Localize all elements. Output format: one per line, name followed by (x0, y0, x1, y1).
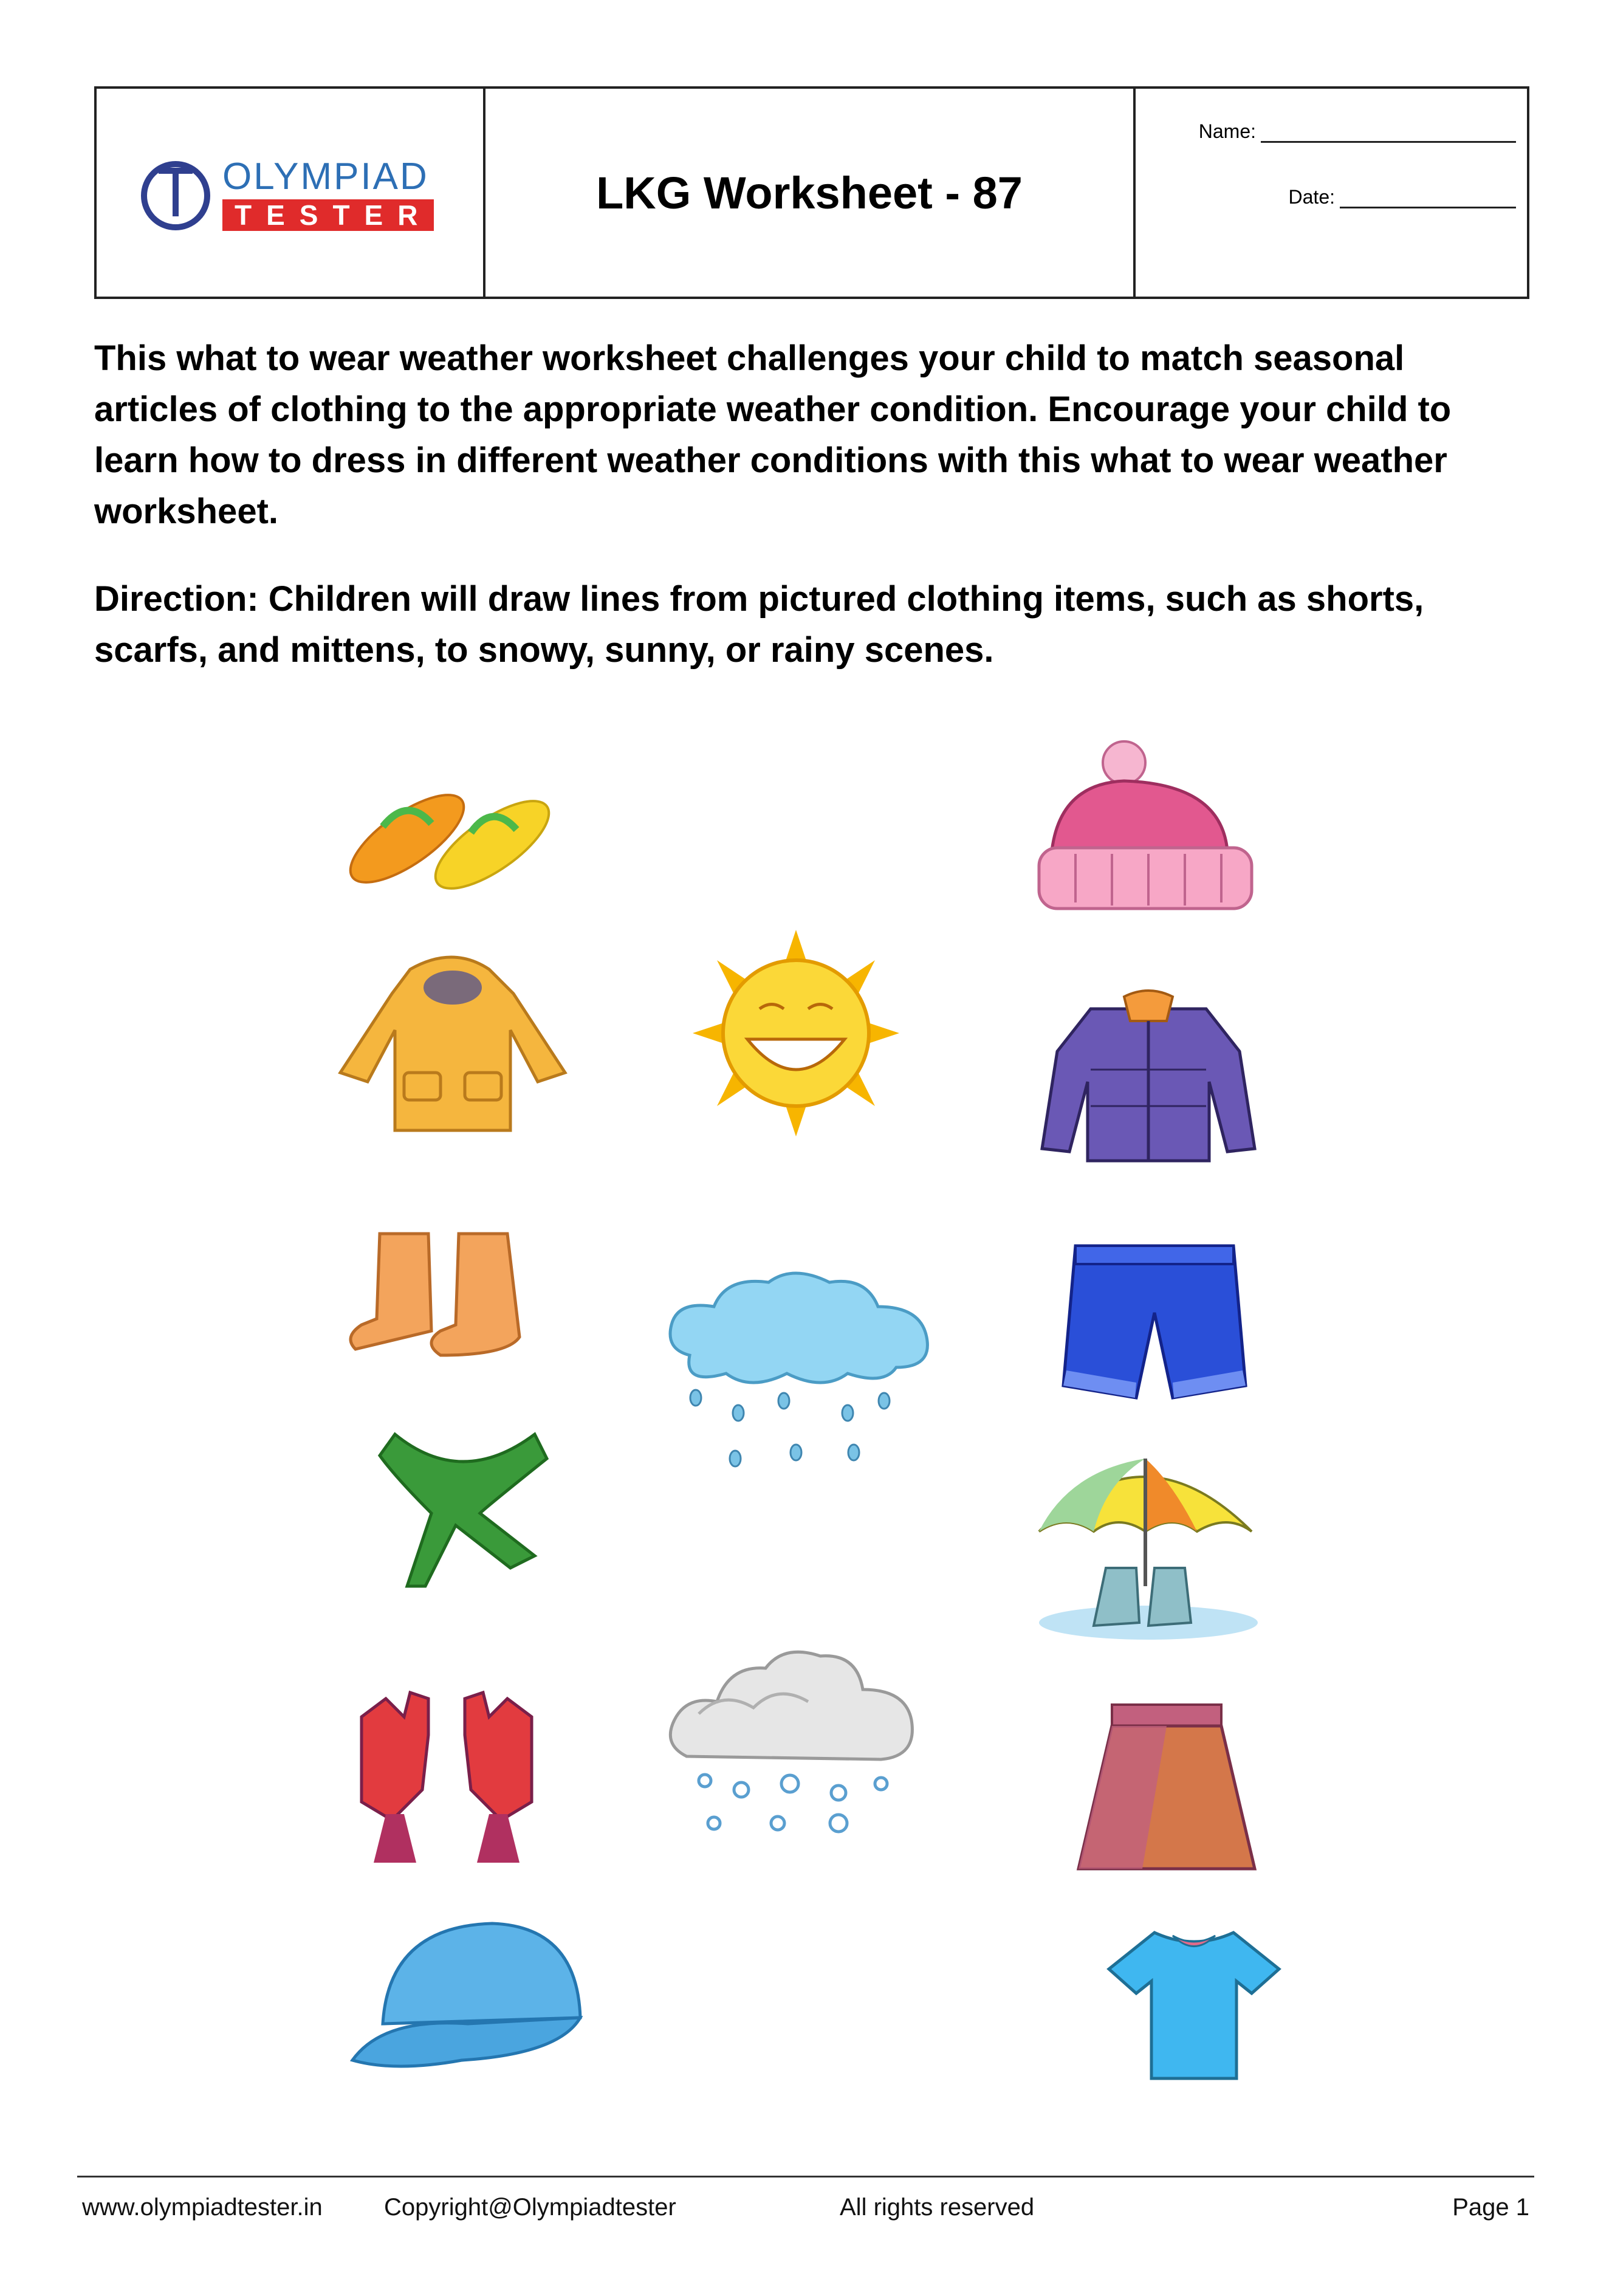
name-line[interactable] (1261, 123, 1516, 143)
snow-cloud-icon (662, 1641, 924, 1841)
skirt-icon (1075, 1702, 1258, 1878)
footer-rule (77, 2176, 1534, 2177)
name-label: Name: (1198, 120, 1256, 142)
logo-word-olympiad: OLYMPIAD (222, 156, 429, 198)
logo-cell (97, 89, 485, 297)
footer-rights: All rights reserved (840, 2194, 1035, 2221)
meta-cell (1136, 89, 1527, 297)
footer-website-link[interactable]: www.olympiadtester.in (82, 2194, 323, 2221)
intro-paragraph: This what to wear weather worksheet challenges your child to match seasonal articles of clothing to the appropriate weather condition. Encourage your child to learn how to dress in different weather conditions with this what to wear weather worksheet. (94, 339, 1452, 531)
date-label: Date: (1288, 186, 1335, 208)
footer-copyright: Copyright@Olympiadtester (384, 2194, 676, 2221)
footer-page-number: Page 1 (1452, 2194, 1529, 2221)
umbrella-boots-icon (1033, 1446, 1264, 1641)
winter-hat-icon (1033, 735, 1258, 918)
olympiad-t-logo-icon (140, 157, 213, 232)
page-title: LKG Worksheet - 87 (596, 167, 1023, 218)
flip-flops-icon (340, 766, 553, 899)
worksheet-header (94, 86, 1529, 299)
boots-icon (343, 1228, 556, 1361)
cap-icon (346, 1914, 595, 2088)
sun-icon (656, 930, 936, 1136)
winter-jacket-icon (1033, 985, 1264, 1167)
scarf-icon (371, 1422, 553, 1598)
title-cell (485, 89, 1136, 297)
olympiad-tester-logo (140, 157, 444, 236)
date-line[interactable] (1340, 188, 1516, 208)
logo-word-tester: TESTER (222, 199, 434, 231)
gloves-icon (337, 1680, 556, 1875)
direction-paragraph: Direction: Children will draw lines from pictured clothing items, such as shorts, scarfs, and mittens, to snowy, sunny, or rainy scenes. (94, 579, 1424, 670)
date-field[interactable] (1289, 186, 1516, 208)
raincoat-icon (337, 951, 568, 1133)
shorts-icon (1057, 1234, 1252, 1410)
tshirt-icon (1106, 1920, 1282, 2085)
name-field[interactable] (1199, 120, 1516, 143)
rain-cloud-icon (653, 1264, 939, 1477)
